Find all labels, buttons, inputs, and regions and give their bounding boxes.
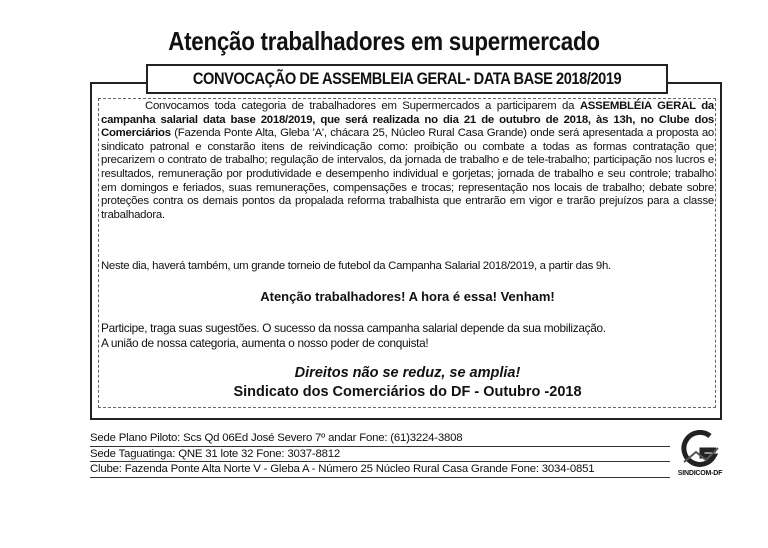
participation-line-1: Participe, traga suas sugestões. O sucesso da nossa campanha salarial depende da sua mobilização. bbox=[101, 321, 606, 335]
paragraph-intro: Convocamos toda categoria de trabalhadores em Supermercados a participarem da bbox=[145, 100, 580, 112]
logo-text: SINDICOM-DF bbox=[677, 470, 723, 477]
signature: Sindicato dos Comerciários do DF - Outubro -2018 bbox=[233, 384, 582, 400]
participation-text bbox=[101, 321, 714, 351]
football-tournament-note: Neste dia, haverá também, um grande torneio de futebol da Campanha Salarial 2018/2019, a partir das 9h. bbox=[101, 260, 611, 272]
sindicom-logo-icon bbox=[676, 430, 724, 470]
slogan: Direitos não se reduz, se amplia! bbox=[294, 365, 521, 381]
footer-address-taguatinga: Sede Taguatinga: QNE 31 lote 32 Fone: 3037-8812 bbox=[90, 447, 670, 463]
page-title: Atenção trabalhadores em supermercado bbox=[168, 26, 600, 56]
convocation-heading bbox=[146, 64, 668, 94]
footer-address-plano-piloto: Sede Plano Piloto: Scs Qd 06Ed José Severo 7º andar Fone: (61)3224-3808 bbox=[90, 431, 670, 447]
participation-line-2: A união de nossa categoria, aumenta o nosso poder de conquista! bbox=[101, 336, 429, 350]
paragraph-rest: (Fazenda Ponte Alta, Gleba 'A', chácara 25, Núcleo Rural Casa Grande) onde será apresentada a proposta ao sindicato patronal e constarão itens de reivindicação como: proibição ou combate a todas as formas contratação que precarizem o contrato de trabalho; regulação de intervalos, da jornada de trabalho e de tele-trabalho; participação nos lucros e resultados, remuneração por produtividade e desempenho individual e gorjetas; jornada de trabalho e seu controle; trabalho em domingos e feriados, suas remunerações, compensações e trocas; representação nos locais de trabalho; debate sobre proteções contra os demais pontos da propalada reforma trabalhista que entrarão em vigor e trarão prejuízos para a classe trabalhadora. bbox=[101, 127, 714, 221]
paragraph-bold-details: ASSEMBLÉIA GERAL da campanha salarial data base 2018/2019, que será realizada no dia 21 de outubro de 2018, às 13h, no Clube dos Comerciários bbox=[101, 100, 714, 140]
footer-address-club: Clube: Fazenda Ponte Alta Norte V - Gleba A - Número 25 Núcleo Rural Casa Grande Fone: 3034-0851 bbox=[90, 462, 670, 478]
footer-addresses bbox=[90, 431, 670, 478]
attention-callout: Atenção trabalhadores! A hora é essa! Venham! bbox=[260, 289, 555, 304]
main-paragraph bbox=[101, 100, 714, 222]
convocation-heading-text: CONVOCAÇÃO DE ASSEMBLEIA GERAL- DATA BASE 2018/2019 bbox=[192, 69, 622, 88]
